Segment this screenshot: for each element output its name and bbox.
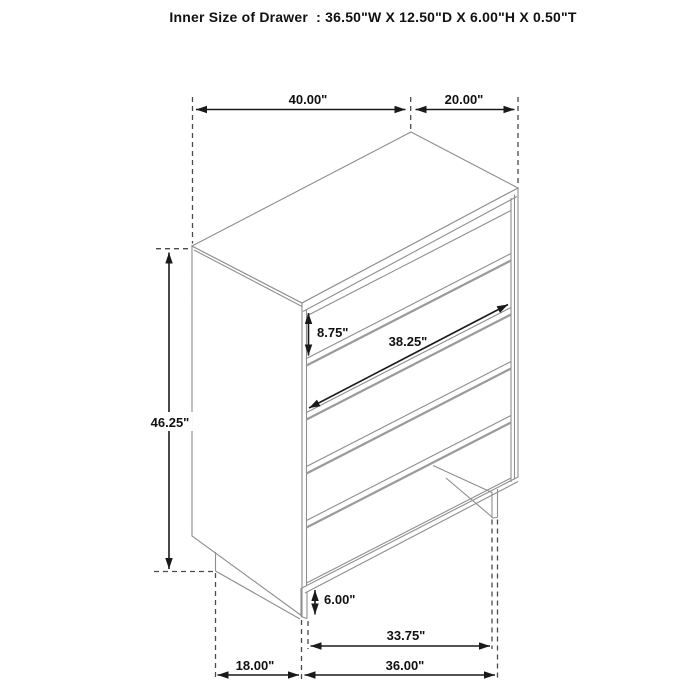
dim-label-base-width: 36.00" [385,658,425,673]
diagram-title: Inner Size of Drawer : 36.50"W X 12.50"D X 6.00"H X 0.50"T [169,9,577,25]
dim-label-overall-height: 46.25" [150,415,190,430]
dim-label-base-depth: 18.00" [235,658,275,673]
dim-label-leg-height: 6.00" [324,592,356,607]
cabinet-drawing [192,132,518,619]
left-side-panel [192,246,302,616]
dim-label-base-front-width: 33.75" [386,628,426,643]
dim-label-top-width: 40.00" [288,92,328,107]
dim-label-drawer-height: 8.75" [317,325,349,340]
dim-label-top-depth: 20.00" [444,92,484,107]
front-left-leg-bottom [301,617,307,619]
dim-label-drawer-width: 38.25" [388,334,428,349]
front-right-leg-bottom [492,518,498,519]
